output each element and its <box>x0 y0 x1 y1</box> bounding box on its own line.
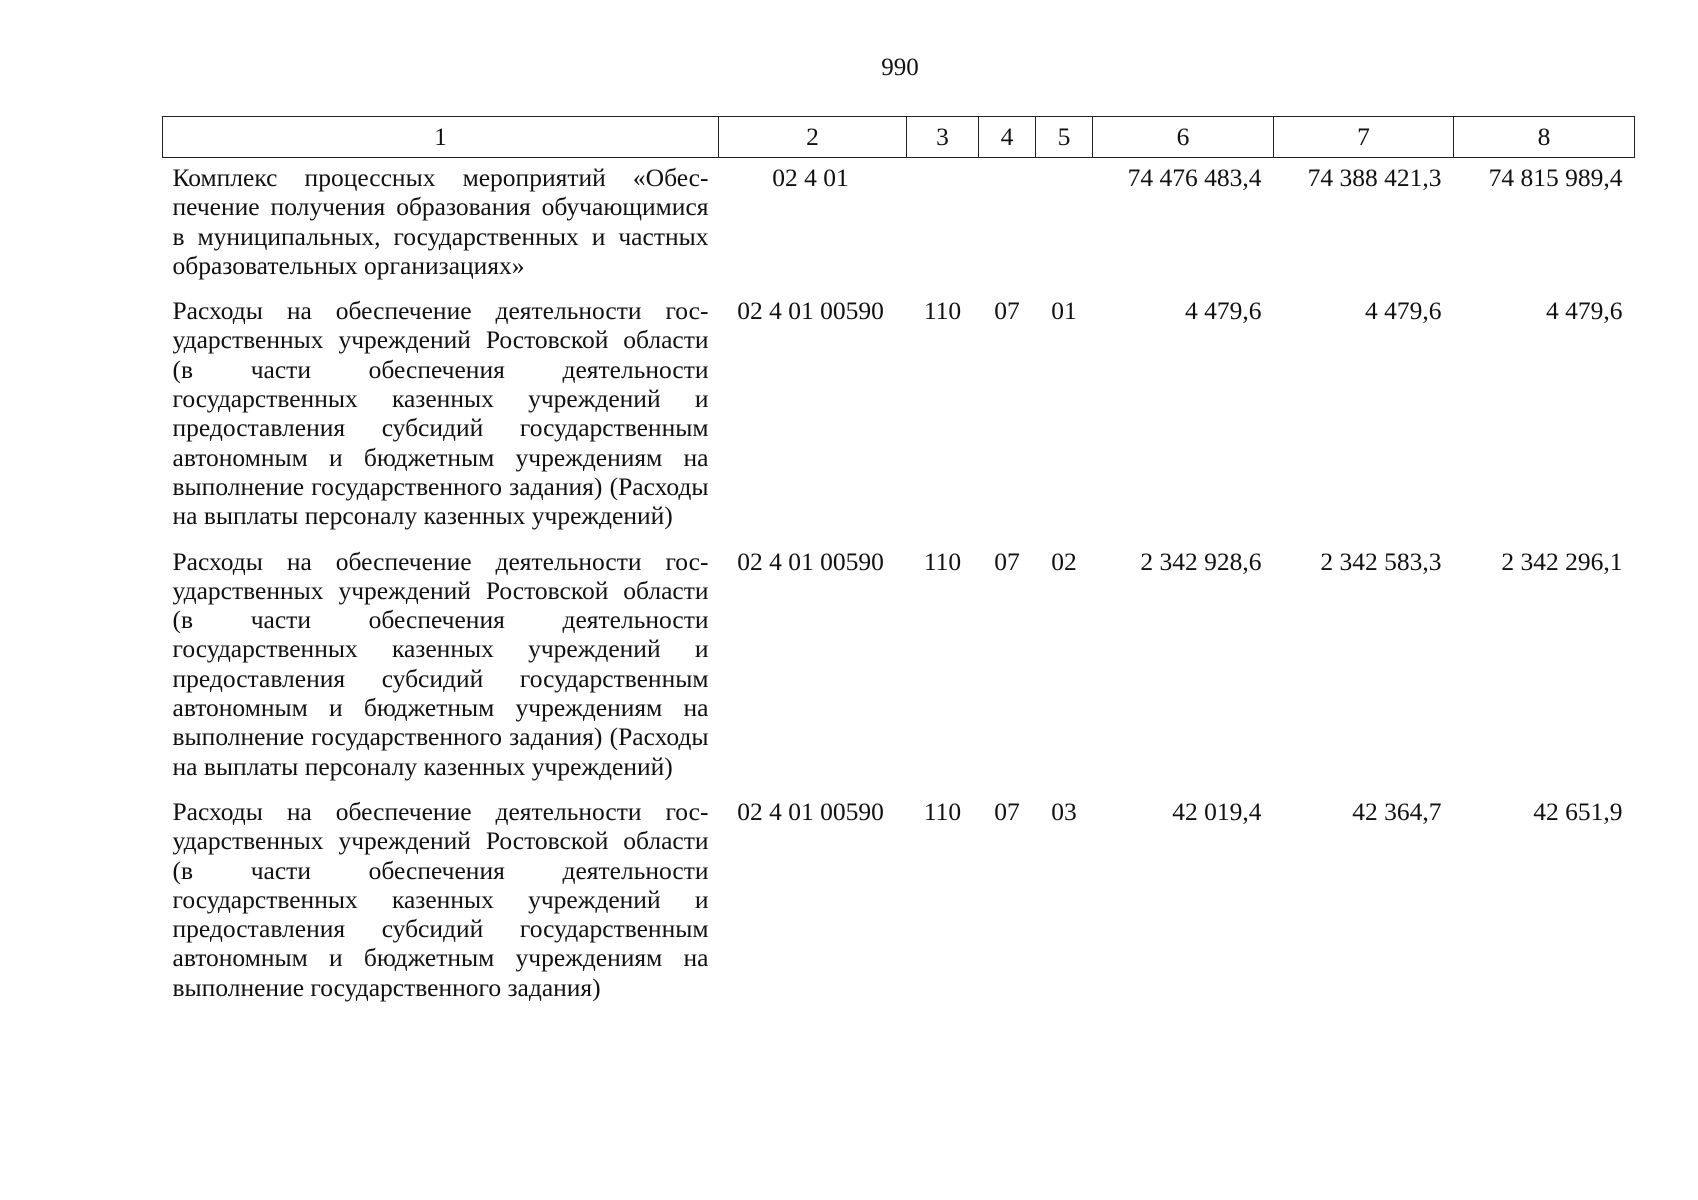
column-header-4: 4 <box>979 117 1036 158</box>
amount-col-6: 74 476 483,4 <box>1127 163 1262 192</box>
expense-name: Расходы на обеспечение деятельности государственных учреждений Ростовской области (в части обеспечения деятельности государственных казенных учреждений и предоставления субсидий государственным автономным и бюджетным учреждениям на выполнение государственного задания) (Расходы на выплаты персоналу казенных учреждений) <box>172 296 709 531</box>
section-code: 07 <box>994 796 1020 826</box>
budget-table <box>162 116 1635 1018</box>
amount-col-6: 4 479,6 <box>1185 296 1262 326</box>
amount-col-6: 42 019,4 <box>1172 796 1262 826</box>
amount-col-8: 2 342 296,1 <box>1501 546 1623 576</box>
target-article-code: 02 4 01 00590 <box>737 546 884 576</box>
expense-type-code <box>907 163 979 296</box>
target-article-code: 02 4 01 <box>772 163 849 192</box>
table-row <box>163 163 1635 296</box>
subsection-code: 01 <box>1051 296 1077 326</box>
amount-col-8: 42 651,9 <box>1533 796 1623 826</box>
page-number: 990 <box>881 54 919 81</box>
column-header-7: 7 <box>1274 117 1454 158</box>
subsection-code: 02 <box>1051 546 1077 576</box>
column-header-3: 3 <box>907 117 979 158</box>
column-header-5: 5 <box>1036 117 1093 158</box>
section-code: 07 <box>994 296 1020 326</box>
amount-col-7: 2 342 583,3 <box>1320 546 1442 576</box>
expense-type-code: 110 <box>923 546 962 576</box>
section-code <box>979 163 1036 296</box>
amount-col-7: 74 388 421,3 <box>1307 163 1442 192</box>
amount-col-7: 4 479,6 <box>1365 296 1442 326</box>
expense-type-code: 110 <box>923 296 962 326</box>
column-header-2: 2 <box>719 117 907 158</box>
target-article-code: 02 4 01 00590 <box>737 296 884 326</box>
expense-name: Расходы на обеспечение деятельности государственных учреждений Ростовской области (в части обеспечения деятельности государственных казенных учреждений и предоставления субсидий государственным автономным и бюджетным учреждениям на выполнение государственного задания) <box>172 796 709 1002</box>
amount-col-8: 74 815 989,4 <box>1488 163 1623 192</box>
expense-name: Расходы на обеспечение деятельности государственных учреждений Ростовской области (в части обеспечения деятельности государственных казенных учреждений и предоставления субсидий государственным автономным и бюджетным учреждениям на выполнение государственного задания) (Расходы на выплаты персоналу казенных учреждений) <box>172 546 709 781</box>
subsection-code: 03 <box>1051 796 1077 826</box>
expense-name: Комплекс процессных мероприятий «Обеспечение получения образования обучающимися в муниципальных, государственных и частных образовательных организациях» <box>172 163 709 280</box>
column-header-1: 1 <box>163 117 719 158</box>
amount-col-6: 2 342 928,6 <box>1140 546 1262 576</box>
column-header-8: 8 <box>1454 117 1635 158</box>
subsection-code <box>1036 163 1093 296</box>
column-header-6: 6 <box>1093 117 1274 158</box>
table-row <box>163 296 1635 546</box>
target-article-code: 02 4 01 00590 <box>737 796 884 826</box>
section-code: 07 <box>994 546 1020 576</box>
table-row <box>163 547 1635 797</box>
table-row <box>163 797 1635 1018</box>
expense-type-code: 110 <box>923 796 962 826</box>
header-row <box>163 117 1635 158</box>
amount-col-7: 42 364,7 <box>1352 796 1442 826</box>
amount-col-8: 4 479,6 <box>1546 296 1623 326</box>
